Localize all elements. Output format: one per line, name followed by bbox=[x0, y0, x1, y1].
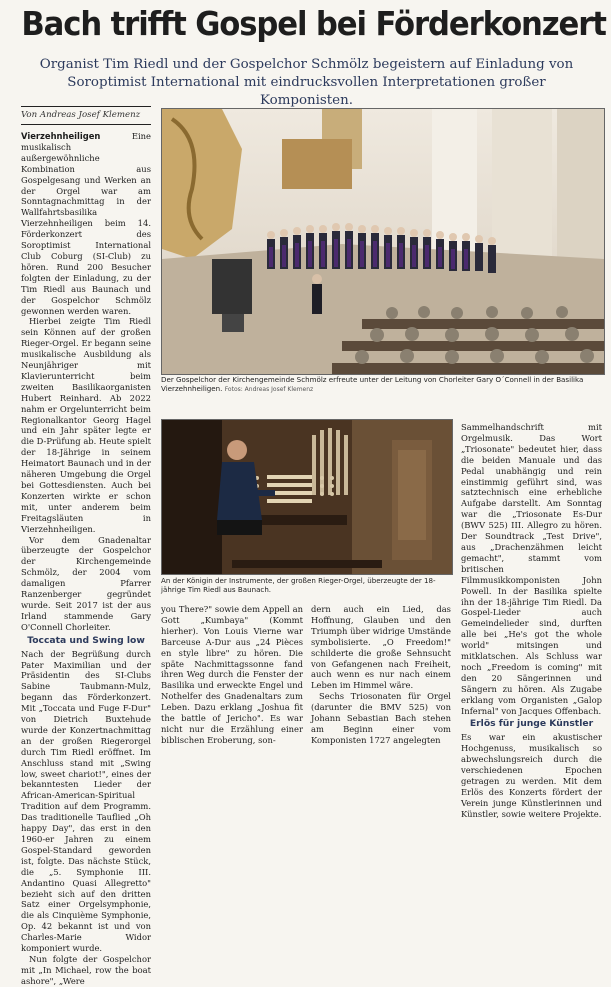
byline-rule-bottom bbox=[21, 124, 151, 125]
choir-photo bbox=[161, 108, 605, 375]
choir-caption-text: Der Gospelchor der Kirchengemeinde Schmölz erfreute unter der Leitung von Chorleiter Gary O´Connell in der Basilika Vierzehnheiligen. bbox=[161, 375, 584, 393]
paragraph: you There?" sowie dem Appell an Gott „Kumbaya" (Kommt hierher). Von Louis Vierne war Barceuse A-Dur aus „24 Pièces en style libre" zu hören. Die späte Nachmittagssonne fand ihren Weg durch die Fenster der Basilika und erweckte Engel und Nothelfer des Gnadenaltars zum Leben. Dazu erklang „Joshua fit the battle of Jericho". Es war nicht nur die Erzählung einer biblischen Eroberung, son- bbox=[161, 604, 303, 745]
paragraph: Sechs Triosonaten für Orgel (darunter die BMV 525) von Johann Sebastian Bach stehen am Beginn einer vom Komponisten 1727 angelegten bbox=[311, 691, 451, 745]
subheadline: Organist Tim Riedl und der Gospelchor Schmölz begeistern auf Einladung von Soroptimist International mit eindrucksvollen Interpretationen großer Komponisten. bbox=[39, 57, 574, 108]
organ-illustration bbox=[162, 420, 452, 574]
byline: Von Andreas Josef Klemenz bbox=[21, 110, 141, 120]
photo-credit: Fotos: Andreas Josef Klemenz bbox=[224, 386, 314, 393]
column-2 bbox=[161, 604, 303, 746]
column-1 bbox=[21, 131, 151, 987]
column-4 bbox=[461, 422, 602, 820]
byline-rule-top bbox=[21, 106, 151, 107]
organ-photo bbox=[161, 419, 453, 575]
dateline: Vierzehnheiligen bbox=[21, 131, 101, 141]
paragraph: Vor dem Gnadenaltar überzeugte der Gospelchor der Kirchengemeinde Schmölz, der 2004 vom damaligen Pfarrer Ranzenberger gegründet wurde. Seit 2017 ist der aus Irland stammende Gary O'Connell Chorleiter. bbox=[21, 534, 151, 632]
choir-photo-caption bbox=[161, 375, 603, 394]
subheading-toccata: Toccata und Swing low bbox=[27, 634, 145, 646]
paragraph: Nach der Begrüßung durch Pater Maximilian und der Präsidentin des SI-Clubs Sabine Taubmann-Mulz, begann das Förderkonzert. Mit „Toccata und Fuge F-Dur" von Dietrich Buxtehude wurde der Konzertnachmittag an der großen Riegerorgel durch Tim Riedl eröffnet. Im Anschluss stand mit „Swing low, sweet chariot!", eines der bekanntesten Lieder der African-American-Spiritual Tradition auf dem Programm. Das traditionelle Tauflied „Oh happy Day", das erst in den 1960-er Jahren zu einem Gospel-Standard geworden ist, folgte. Das nächste Stück, die „5. Symphonie III. Andantino Quasi Allegretto" bezieht sich auf den dritten Satz einer Orgelsymphonie, die als Cinquième Symphonie, Op. 42 bekannt ist und von Charles-Marie Widor komponiert wurde. bbox=[21, 648, 151, 954]
paragraph-text: Eine musikalisch außergewöhnliche Kombination aus Gospelgesang und Werken an der Orgel war am Sonntagnachmittag in der Wallfahrtsbasilika Vierzehnheiligen beim 14. Förderkonzert des Soroptimist International Club Coburg (SI-Club) zu hören. Rund 200 Besucher folgten der Einladung, zu der Tim Riedl aus Baunach und der Gospelchor Schmölz gewonnen werden waren. bbox=[21, 131, 151, 316]
choir-illustration bbox=[162, 109, 604, 374]
paragraph: Sammelhandschrift mit Orgelmusik. Das Wort „Triosonate" bedeutet hier, dass die beiden Manuale und das Pedal unabhängig und rein einstimmig geführt sind, was satztechnisch eine erhebliche Aufgabe darstellt. Am Sonntag war die „Triosonate Es-Dur (BWV 525) III. Allegro zu hören. Der Soundtrack „Test Drive", aus „Drachenzähmen leicht gemacht", stammt vom britischen Filmmusikkomponisten John Powell. In der Basilika spielte ihn der 18-jährige Tim Riedl. Da Gospel-Lieder auch Gemeindelieder sind, durften alle bei „He's got the whole world" mitsingen und mitklatschen. Als Schluss war noch „Freedom is coming" mit den 20 Sängerinnen und Sängern zu hören. Als Zugabe erklang vom Organisten „Galop Infernal" von Jacques Offenbach. bbox=[461, 422, 602, 716]
paragraph bbox=[21, 131, 151, 316]
paragraph: dern auch ein Lied, das Hoffnung, Glauben und den Triumph über widrige Umstände symbolisierte. „O Freedom!" schilderte die große Sehnsucht von Gefangenen nach Freiheit, auch wenn es nur nach einem Leben im Himmel wäre. bbox=[311, 604, 451, 691]
paragraph: Hierbei zeigte Tim Riedl sein Können auf der großen Rieger-Orgel. Er begann seine musikalische Ausbildung als Neunjähriger mit Klavierunterricht beim zweiten Basilikaorganisten Hubert Reinhard. Ab 2022 nahm er Orgelunterricht beim Regionalkantor Georg Hagel und ein Jahr später legte er die D-Prüfung ab. Heute spielt der 18-Jährige in seinem Heimatort Baunach und in der näheren Umgebung die Orgel bei Gottesdiensten. Auch bei Konzerten wirkte er schon mit, unter anderem beim Freitagsläuten in Vierzehnheiligen. bbox=[21, 316, 151, 534]
organ-photo-caption: An der Königin der Instrumente, der großen Rieger-Orgel, überzeugte der 18-jährige Tim Riedl aus Baunach. bbox=[161, 576, 436, 594]
headline: Bach trifft Gospel bei Förderkonzert bbox=[21, 4, 606, 43]
paragraph: Es war ein akustischer Hochgenuss, musikalisch so abwechslungsreich durch die verschiedenen Epochen getragen zu werden. Mit dem Erlös des Konzerts fördert der Verein junge Künstlerinnen und Künstler, sowie weitere Projekte. bbox=[461, 732, 602, 819]
paragraph: Nun folgte der Gospelchor mit „In Michael, row the boat ashore", „Were bbox=[21, 953, 151, 986]
subheading-erloes: Erlös für junge Künstler bbox=[469, 718, 594, 730]
column-3 bbox=[311, 604, 451, 746]
